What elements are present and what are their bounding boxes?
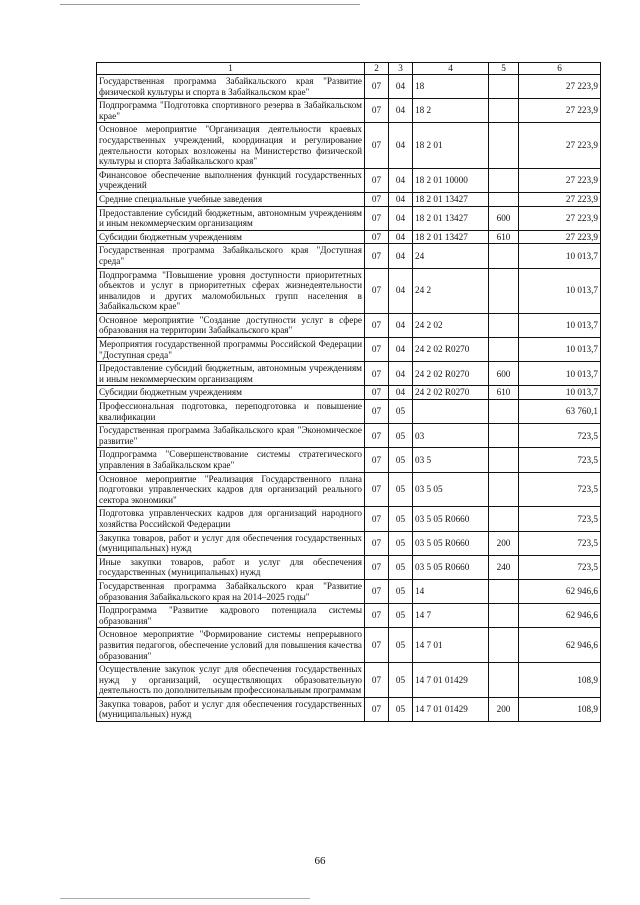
cell-name: Основное мероприятие "Формирование системы непрерывного развития педагогов, обеспечение условий для повышения качества образования": [97, 628, 365, 663]
cell-name: Профессиональная подготовка, переподготовка и повышение квалификации: [97, 400, 365, 424]
cell-subsection: 05: [389, 555, 413, 579]
cell-amount: 10 013,7: [519, 268, 601, 313]
cell-subsection: 04: [389, 168, 413, 192]
cell-name: Государственная программа Забайкальского края "Доступная среда": [97, 244, 365, 268]
table-row: [97, 244, 601, 268]
cell-expense-type: [489, 192, 519, 206]
budget-table: [96, 62, 601, 722]
cell-name: Государственная программа Забайкальского края "Развитие образования Забайкальского края на 2014–2025 годы": [97, 579, 365, 603]
cell-amount: 723,5: [519, 555, 601, 579]
cell-subsection: 05: [389, 400, 413, 424]
cell-section: 07: [365, 507, 389, 531]
cell-target-code: 03 5 05 R0660: [413, 507, 489, 531]
cell-name: Подпрограмма "Совершенствование системы стратегического управления в Забайкальском крае": [97, 448, 365, 472]
cell-target-code: 18 2: [413, 99, 489, 123]
cell-section: 07: [365, 206, 389, 230]
cell-expense-type: [489, 168, 519, 192]
table-row: [97, 75, 601, 99]
cell-amount: 27 223,9: [519, 123, 601, 168]
cell-name: Подготовка управленческих кадров для организаций народного хозяйства Российской Федерации: [97, 507, 365, 531]
cell-target-code: 24 2 02 R0270: [413, 362, 489, 386]
cell-expense-type: [489, 472, 519, 507]
table-row: [97, 268, 601, 313]
cell-amount: 10 013,7: [519, 313, 601, 337]
cell-name: Осуществление закупок услуг для обеспечения государственных нужд у организаций, осуществляющих образовательную деятельность по дополнительным профессиональным программам: [97, 663, 365, 698]
cell-expense-type: [489, 424, 519, 448]
cell-subsection: 04: [389, 362, 413, 386]
cell-expense-type: 610: [489, 230, 519, 244]
cell-amount: 27 223,9: [519, 206, 601, 230]
cell-subsection: 05: [389, 472, 413, 507]
cell-amount: 62 946,6: [519, 604, 601, 628]
cell-name: Мероприятия государственной программы Российской Федерации "Доступная среда": [97, 338, 365, 362]
table-row: [97, 168, 601, 192]
cell-amount: 27 223,9: [519, 230, 601, 244]
cell-expense-type: 200: [489, 531, 519, 555]
scan-edge-bottom: [60, 898, 310, 899]
cell-section: 07: [365, 663, 389, 698]
cell-expense-type: [489, 579, 519, 603]
cell-section: 07: [365, 472, 389, 507]
cell-name: Средние специальные учебные заведения: [97, 192, 365, 206]
cell-target-code: 14 7 01: [413, 628, 489, 663]
page-number: 66: [314, 855, 326, 867]
header-col-2: 2: [365, 63, 389, 75]
cell-subsection: 04: [389, 75, 413, 99]
cell-amount: 723,5: [519, 424, 601, 448]
header-col-5: 5: [489, 63, 519, 75]
cell-target-code: 03 5 05: [413, 472, 489, 507]
cell-name: Подпрограмма "Повышение уровня доступности приоритетных объектов и услуг в приоритетных сферах жизнедеятельности инвалидов и других маломобильных групп населения в Забайкальском крае": [97, 268, 365, 313]
cell-amount: 723,5: [519, 507, 601, 531]
cell-expense-type: 240: [489, 555, 519, 579]
cell-name: Финансовое обеспечение выполнения функций государственных учреждений: [97, 168, 365, 192]
cell-section: 07: [365, 604, 389, 628]
cell-name: Основное мероприятие "Организация деятельности краевых государственных учреждений, координация и регулирование деятельности которых возложены на Министерство физической культуры и спорта Забайкальского края": [97, 123, 365, 168]
cell-section: 07: [365, 192, 389, 206]
table-body: [97, 75, 601, 722]
table-row: [97, 338, 601, 362]
cell-subsection: 05: [389, 697, 413, 721]
cell-section: 07: [365, 99, 389, 123]
cell-amount: 27 223,9: [519, 192, 601, 206]
cell-amount: 723,5: [519, 448, 601, 472]
cell-section: 07: [365, 230, 389, 244]
cell-section: 07: [365, 168, 389, 192]
cell-subsection: 05: [389, 628, 413, 663]
cell-amount: 27 223,9: [519, 75, 601, 99]
scan-edge-top: [60, 4, 360, 5]
cell-section: 07: [365, 448, 389, 472]
cell-target-code: 18 2 01 13427: [413, 206, 489, 230]
cell-expense-type: [489, 123, 519, 168]
cell-name: Предоставление субсидий бюджетным, автономным учреждениям и иным некоммерческим организациям: [97, 362, 365, 386]
cell-section: 07: [365, 628, 389, 663]
cell-subsection: 04: [389, 192, 413, 206]
cell-target-code: 03 5 05 R0660: [413, 531, 489, 555]
cell-expense-type: [489, 604, 519, 628]
cell-expense-type: [489, 628, 519, 663]
cell-section: 07: [365, 268, 389, 313]
cell-amount: 27 223,9: [519, 99, 601, 123]
table-row: [97, 697, 601, 721]
table-row: [97, 579, 601, 603]
cell-name: Основное мероприятие "Создание доступности услуг в сфере образования на территории Забайкальского края": [97, 313, 365, 337]
cell-target-code: 03 5: [413, 448, 489, 472]
cell-subsection: 04: [389, 386, 413, 400]
cell-amount: 63 760,1: [519, 400, 601, 424]
cell-section: 07: [365, 313, 389, 337]
cell-amount: 62 946,6: [519, 579, 601, 603]
cell-target-code: 18 2 01 10000: [413, 168, 489, 192]
cell-target-code: 14 7: [413, 604, 489, 628]
table-row: [97, 448, 601, 472]
cell-target-code: 18 2 01: [413, 123, 489, 168]
cell-amount: 108,9: [519, 663, 601, 698]
cell-section: 07: [365, 386, 389, 400]
cell-amount: 10 013,7: [519, 362, 601, 386]
cell-target-code: 24: [413, 244, 489, 268]
cell-amount: 62 946,6: [519, 628, 601, 663]
header-col-4: 4: [413, 63, 489, 75]
cell-amount: 10 013,7: [519, 338, 601, 362]
cell-amount: 10 013,7: [519, 244, 601, 268]
cell-section: 07: [365, 424, 389, 448]
table-header: [97, 63, 601, 75]
table-row: [97, 400, 601, 424]
cell-expense-type: [489, 663, 519, 698]
table-row: [97, 123, 601, 168]
cell-name: Подпрограмма "Развитие кадрового потенциала системы образования": [97, 604, 365, 628]
table-row: [97, 663, 601, 698]
table-row: [97, 99, 601, 123]
cell-target-code: 18: [413, 75, 489, 99]
cell-amount: 723,5: [519, 472, 601, 507]
cell-amount: 108,9: [519, 697, 601, 721]
cell-section: 07: [365, 531, 389, 555]
header-col-6: 6: [519, 63, 601, 75]
cell-expense-type: [489, 75, 519, 99]
cell-name: Основное мероприятие "Реализация Государственного плана подготовки управленческих кадров для организаций реального сектора экономики": [97, 472, 365, 507]
cell-subsection: 04: [389, 230, 413, 244]
cell-name: Закупка товаров, работ и услуг для обеспечения государственных (муниципальных) нужд: [97, 697, 365, 721]
cell-section: 07: [365, 244, 389, 268]
cell-expense-type: 200: [489, 697, 519, 721]
cell-target-code: 24 2 02 R0270: [413, 338, 489, 362]
cell-subsection: 04: [389, 313, 413, 337]
cell-section: 07: [365, 75, 389, 99]
cell-expense-type: [489, 448, 519, 472]
table-row: [97, 362, 601, 386]
cell-section: 07: [365, 338, 389, 362]
table-row: [97, 531, 601, 555]
cell-target-code: 03: [413, 424, 489, 448]
cell-target-code: 24 2: [413, 268, 489, 313]
table-row: [97, 386, 601, 400]
cell-name: Предоставление субсидий бюджетным, автономным учреждениям и иным некоммерческим организациям: [97, 206, 365, 230]
cell-section: 07: [365, 123, 389, 168]
cell-subsection: 04: [389, 123, 413, 168]
table-row: [97, 206, 601, 230]
cell-subsection: 05: [389, 507, 413, 531]
header-row: [97, 63, 601, 75]
cell-name: Закупка товаров, работ и услуг для обеспечения государственных (муниципальных) нужд: [97, 531, 365, 555]
cell-section: 07: [365, 579, 389, 603]
cell-expense-type: 600: [489, 362, 519, 386]
cell-amount: 723,5: [519, 531, 601, 555]
cell-expense-type: [489, 313, 519, 337]
cell-target-code: [413, 400, 489, 424]
header-col-1: 1: [97, 63, 365, 75]
cell-target-code: 18 2 01 13427: [413, 230, 489, 244]
cell-target-code: 14: [413, 579, 489, 603]
cell-subsection: 04: [389, 244, 413, 268]
cell-expense-type: 600: [489, 206, 519, 230]
table-row: [97, 507, 601, 531]
cell-target-code: 14 7 01 01429: [413, 697, 489, 721]
cell-subsection: 05: [389, 531, 413, 555]
table-row: [97, 555, 601, 579]
cell-name: Государственная программа Забайкальского края "Экономическое развитие": [97, 424, 365, 448]
table-row: [97, 313, 601, 337]
cell-target-code: 14 7 01 01429: [413, 663, 489, 698]
cell-expense-type: [489, 338, 519, 362]
cell-expense-type: [489, 244, 519, 268]
cell-subsection: 05: [389, 424, 413, 448]
cell-target-code: 24 2 02: [413, 313, 489, 337]
cell-target-code: 18 2 01 13427: [413, 192, 489, 206]
table-row: [97, 424, 601, 448]
cell-subsection: 04: [389, 99, 413, 123]
cell-section: 07: [365, 400, 389, 424]
cell-target-code: 03 5 05 R0660: [413, 555, 489, 579]
cell-subsection: 04: [389, 206, 413, 230]
cell-name: Подпрограмма "Подготовка спортивного резерва в Забайкальском крае": [97, 99, 365, 123]
cell-subsection: 04: [389, 338, 413, 362]
cell-subsection: 04: [389, 268, 413, 313]
cell-subsection: 05: [389, 579, 413, 603]
cell-expense-type: 610: [489, 386, 519, 400]
table-row: [97, 472, 601, 507]
cell-amount: 27 223,9: [519, 168, 601, 192]
cell-target-code: 24 2 02 R0270: [413, 386, 489, 400]
cell-expense-type: [489, 99, 519, 123]
table-row: [97, 192, 601, 206]
cell-name: Государственная программа Забайкальского края "Развитие физической культуры и спорта в Забайкальском крае": [97, 75, 365, 99]
cell-amount: 10 013,7: [519, 386, 601, 400]
cell-expense-type: [489, 507, 519, 531]
header-col-3: 3: [389, 63, 413, 75]
cell-subsection: 05: [389, 604, 413, 628]
table-row: [97, 628, 601, 663]
table-row: [97, 230, 601, 244]
cell-section: 07: [365, 362, 389, 386]
cell-expense-type: [489, 268, 519, 313]
table-row: [97, 604, 601, 628]
cell-name: Субсидии бюджетным учреждениям: [97, 386, 365, 400]
cell-name: Иные закупки товаров, работ и услуг для обеспечения государственных (муниципальных) нужд: [97, 555, 365, 579]
cell-section: 07: [365, 697, 389, 721]
cell-expense-type: [489, 400, 519, 424]
cell-subsection: 05: [389, 448, 413, 472]
cell-subsection: 05: [389, 663, 413, 698]
cell-name: Субсидии бюджетным учреждениям: [97, 230, 365, 244]
cell-section: 07: [365, 555, 389, 579]
